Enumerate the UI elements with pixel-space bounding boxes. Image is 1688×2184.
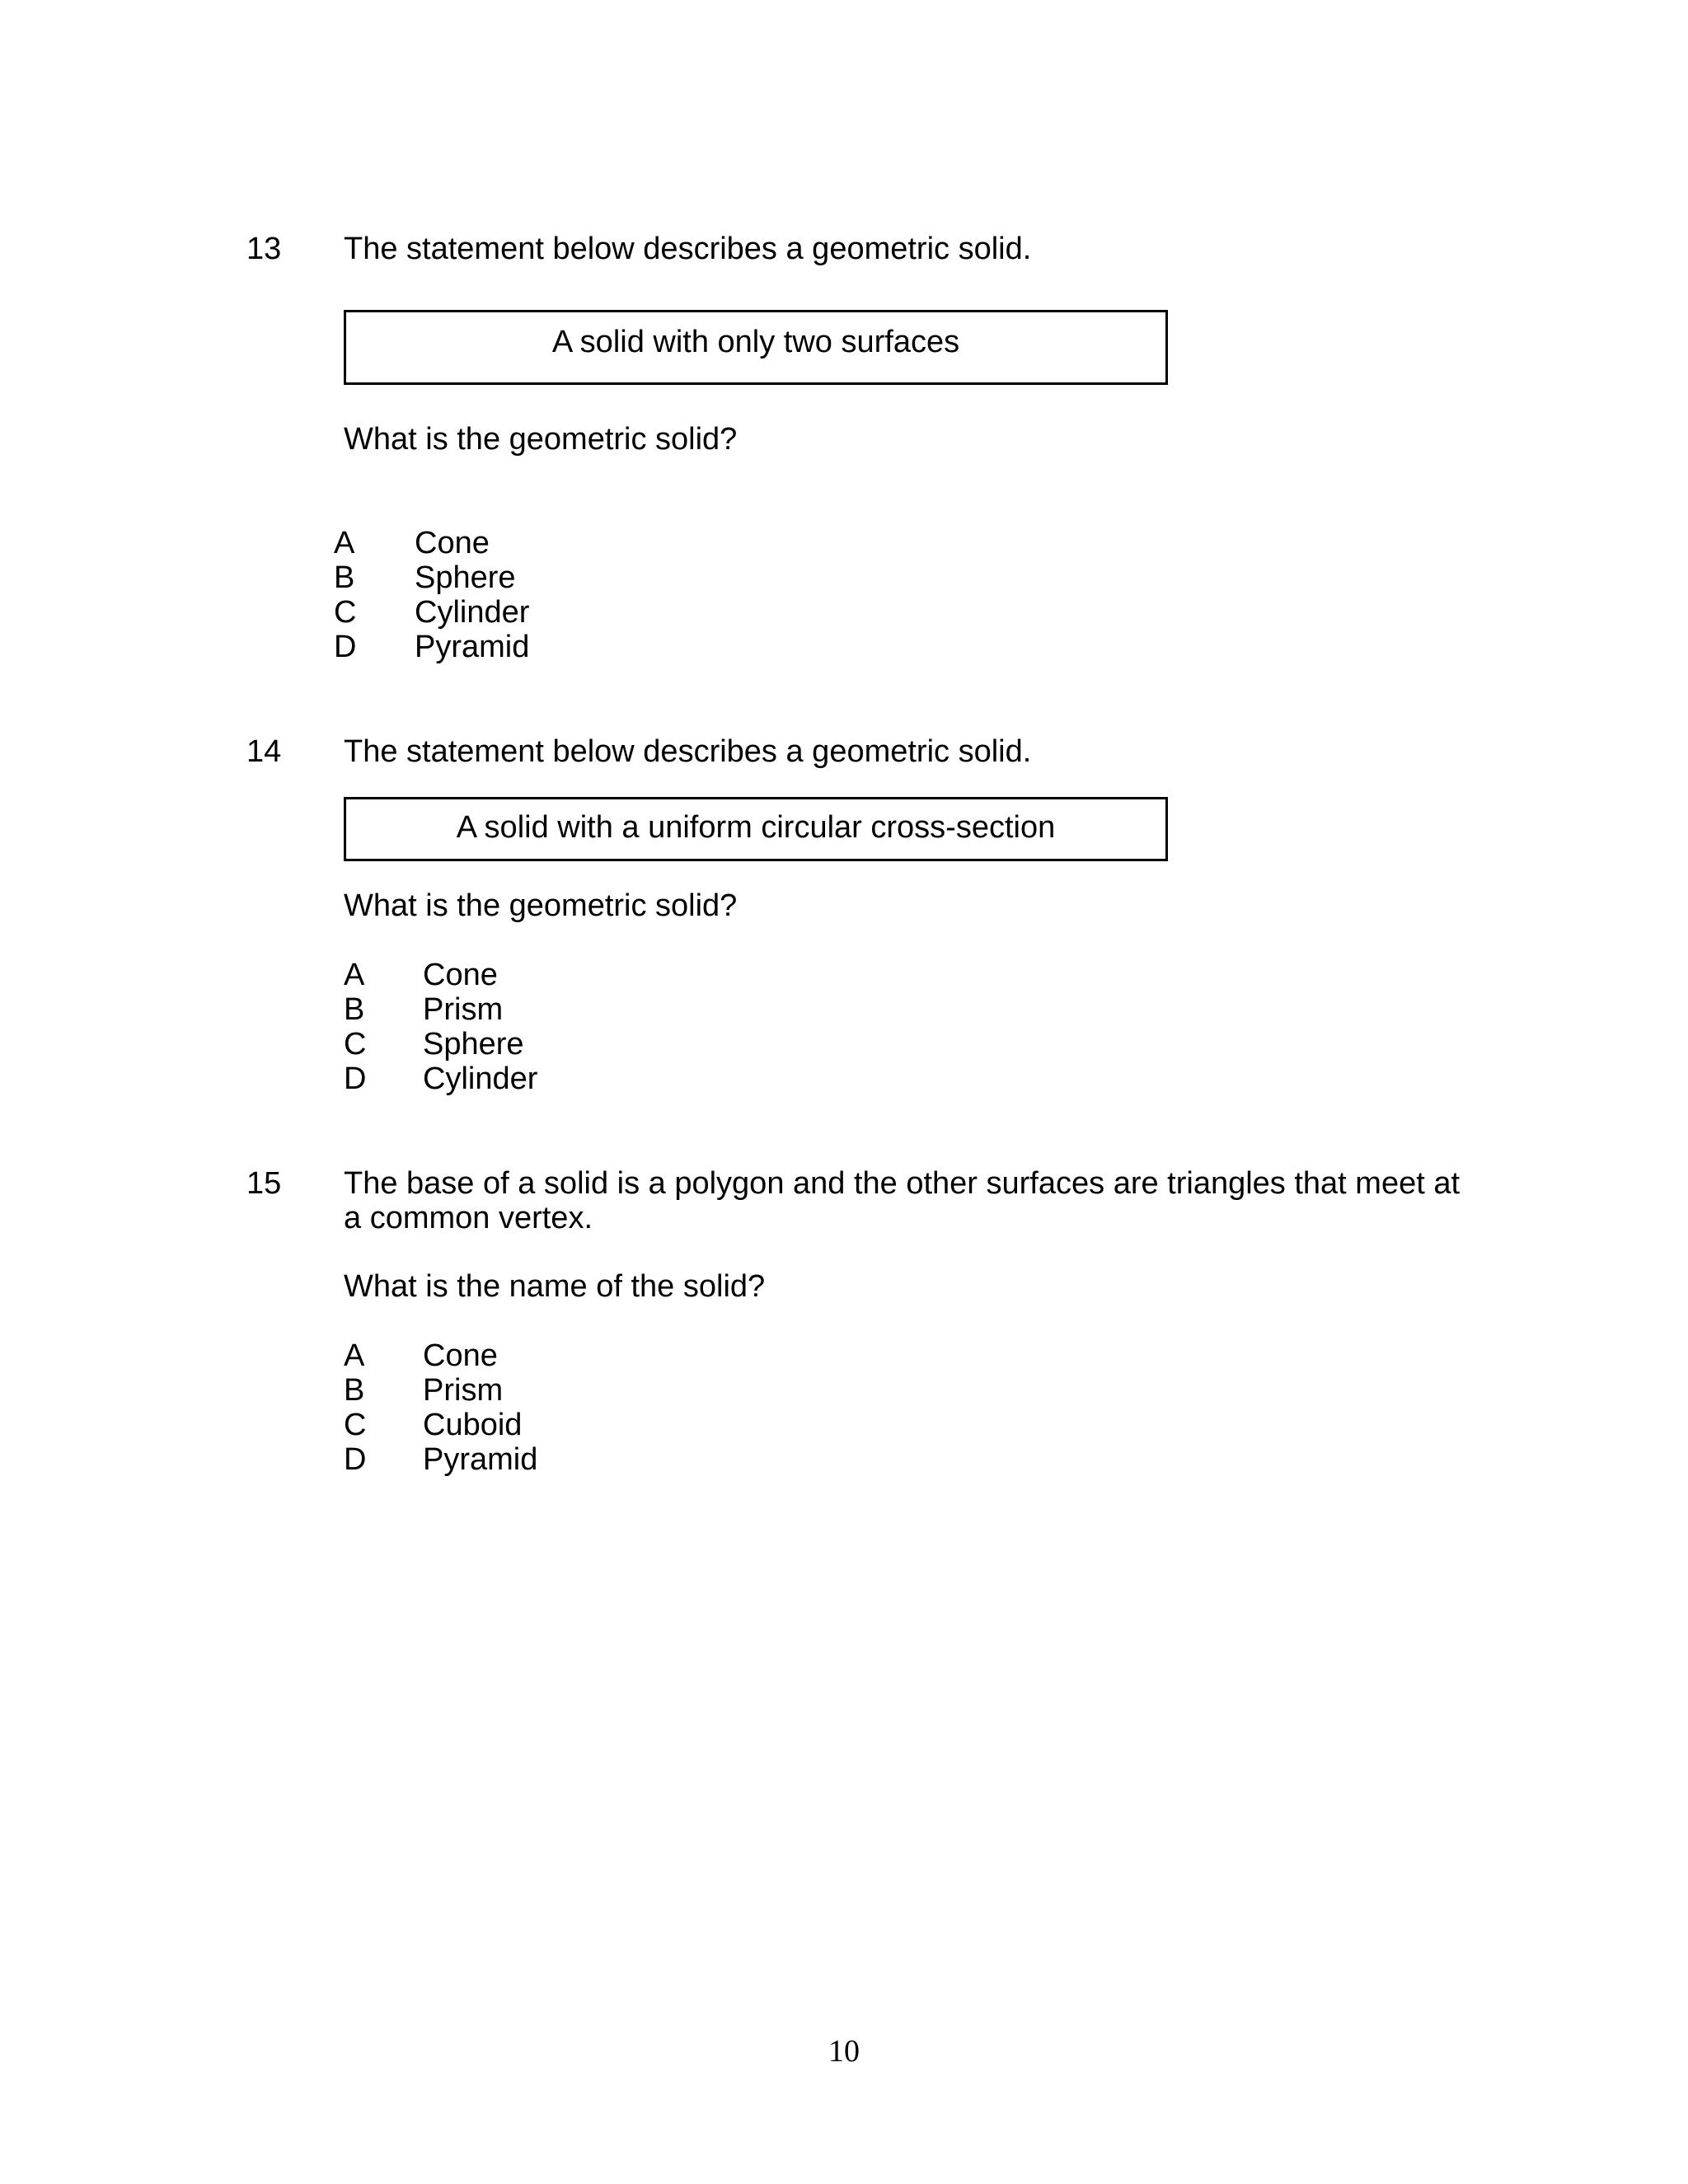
- option-letter: B: [344, 1373, 365, 1408]
- option-text: Cylinder: [423, 1062, 538, 1096]
- statement-box: [344, 797, 1168, 861]
- option-letter: D: [344, 1442, 367, 1477]
- option-text: Cuboid: [423, 1408, 523, 1442]
- statement-text: A solid with only two surfaces: [551, 325, 960, 359]
- option-text: Sphere: [415, 560, 516, 595]
- option-letter: C: [344, 1027, 367, 1062]
- question-stem-line-2: a common vertex.: [344, 1201, 593, 1235]
- statement-box: [344, 310, 1168, 385]
- option-text: Cone: [423, 958, 498, 992]
- option-letter: B: [344, 992, 365, 1027]
- option-text: Sphere: [423, 1027, 524, 1062]
- option-letter: C: [334, 595, 357, 630]
- question-prompt: What is the geometric solid?: [344, 888, 738, 923]
- option-text: Cone: [415, 526, 490, 560]
- question-number: 15: [246, 1166, 282, 1201]
- question-stem: The statement below describes a geometric solid.: [344, 232, 1032, 266]
- question-prompt: What is the name of the solid?: [344, 1269, 766, 1304]
- question-stem: The statement below describes a geometric solid.: [344, 734, 1032, 769]
- option-text: Prism: [423, 992, 504, 1027]
- question-stem-line-1: The base of a solid is a polygon and the other surfaces are triangles that meet at: [344, 1166, 1461, 1201]
- option-text: Pyramid: [423, 1442, 538, 1477]
- option-letter: A: [334, 526, 355, 560]
- question-number: 14: [246, 734, 282, 769]
- statement-text: A solid with a uniform circular cross-section: [456, 810, 1056, 845]
- option-letter: B: [334, 560, 355, 595]
- option-letter: C: [344, 1408, 367, 1442]
- question-prompt: What is the geometric solid?: [344, 422, 738, 457]
- option-text: Pyramid: [415, 630, 530, 664]
- question-number: 13: [246, 232, 282, 266]
- option-text: Cylinder: [415, 595, 530, 630]
- option-letter: D: [334, 630, 357, 664]
- option-letter: D: [344, 1062, 367, 1096]
- option-letter: A: [344, 1338, 365, 1373]
- page-number: 10: [828, 2034, 860, 2069]
- option-text: Prism: [423, 1373, 504, 1408]
- option-letter: A: [344, 958, 365, 992]
- option-text: Cone: [423, 1338, 498, 1373]
